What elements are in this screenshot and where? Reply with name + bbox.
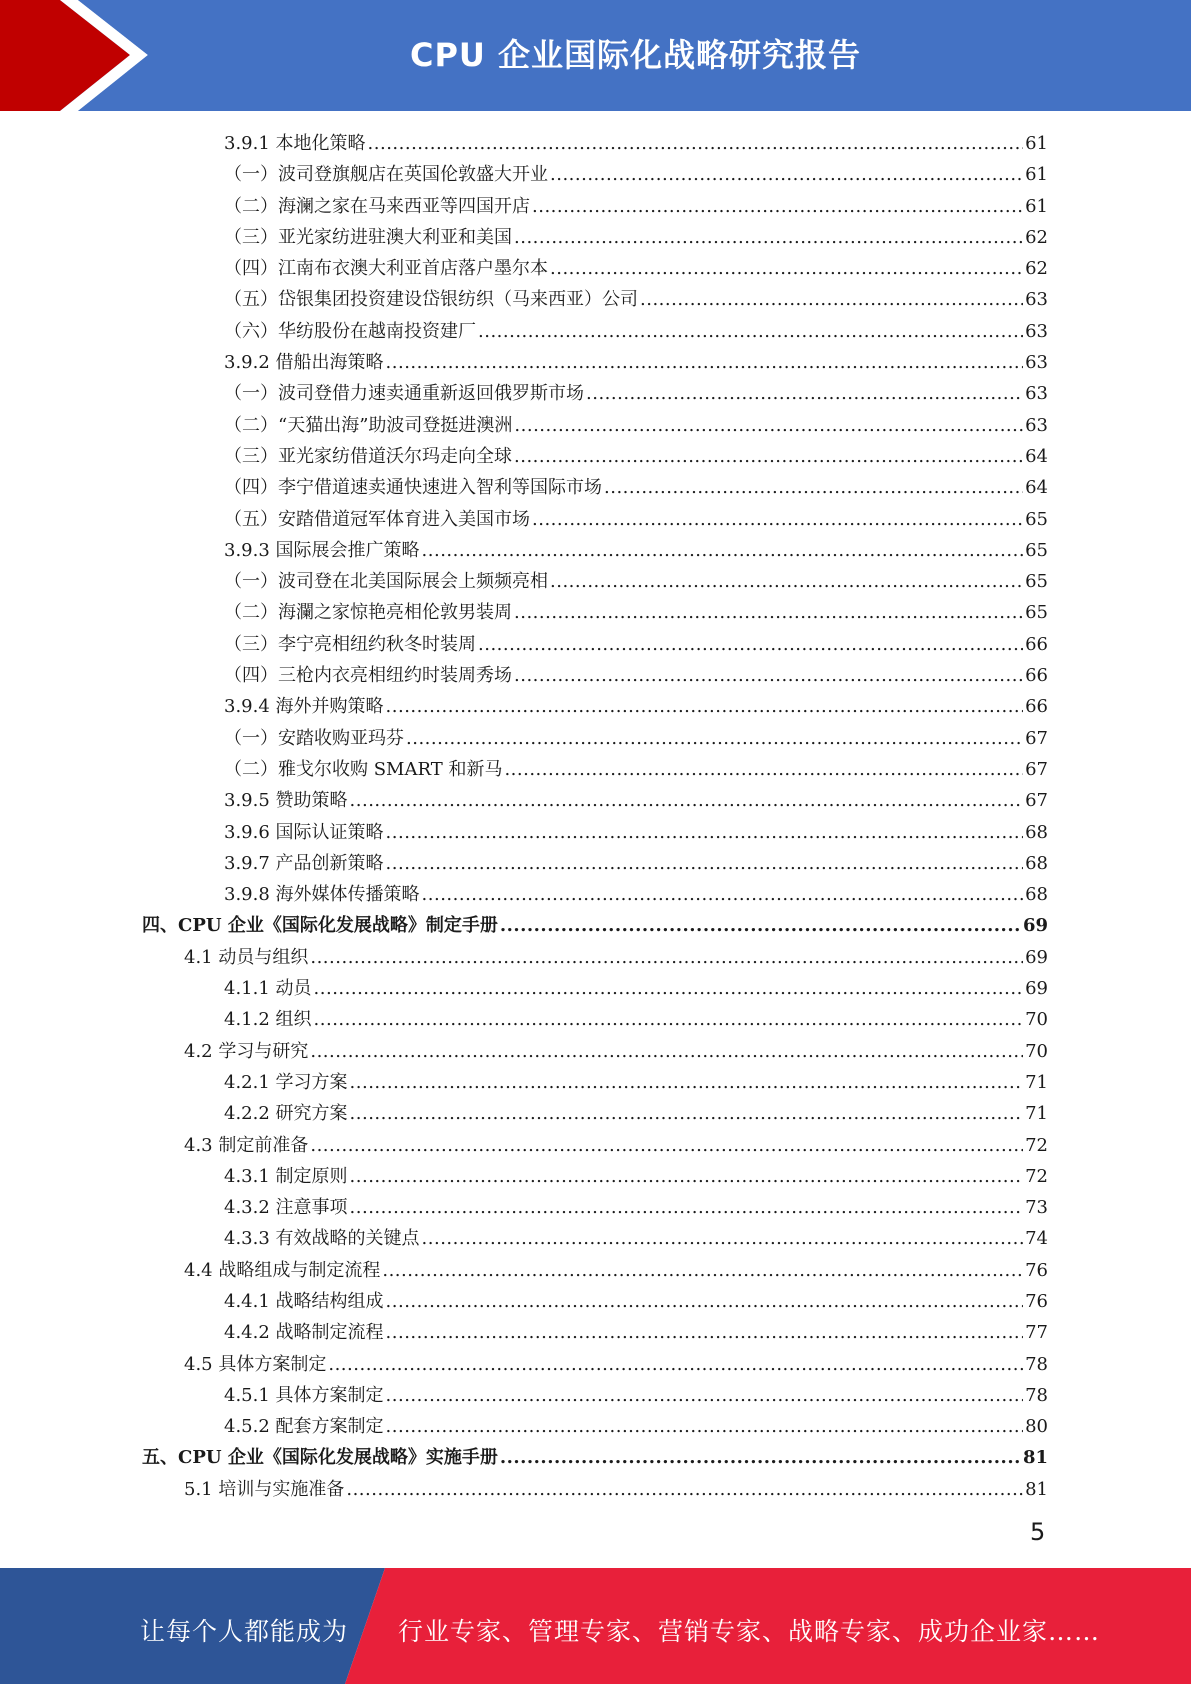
toc-entry[interactable] [140, 1130, 1048, 1161]
toc-entry-title: 4.4.1 战略结构组成 [224, 1290, 384, 1312]
toc-leader-dots [550, 253, 1023, 284]
toc-entry-page: 74 [1025, 1228, 1048, 1250]
toc-entry-page: 65 [1025, 571, 1048, 593]
toc-entry[interactable] [140, 1161, 1048, 1192]
toc-entry-title: （五）安踏借道冠军体育进入美国市场 [224, 508, 530, 530]
toc-leader-dots [514, 660, 1023, 691]
toc-entry[interactable] [140, 1349, 1048, 1380]
toc-entry-title: （五）岱银集团投资建设岱银纺织（马来西亚）公司 [224, 289, 638, 311]
toc-entry-page: 64 [1025, 445, 1048, 467]
toc-entry-page: 70 [1025, 1040, 1048, 1062]
toc-entry-page: 72 [1025, 1165, 1048, 1187]
toc-entry-title: （一）波司登在北美国际展会上频频亮相 [224, 571, 548, 593]
toc-entry-page: 67 [1025, 758, 1048, 780]
toc-entry-title: 4.1 动员与组织 [184, 946, 309, 968]
toc-entry-title: （三）李宁亮相纽约秋冬时装周 [224, 633, 476, 655]
toc-leader-dots [478, 316, 1023, 347]
toc-entry[interactable] [140, 879, 1048, 910]
toc-leader-dots [310, 942, 1023, 973]
toc-entry[interactable] [140, 504, 1048, 535]
header-title: CPU 企业国际化战略研究报告 [409, 36, 862, 74]
toc-entry-title: 4.5 具体方案制定 [184, 1353, 327, 1375]
toc-leader-dots [386, 817, 1024, 848]
toc-entry-title: （六）华纺股份在越南投资建厂 [224, 320, 476, 342]
toc-leader-dots [500, 1442, 1021, 1473]
toc-entry-page: 81 [1025, 1478, 1048, 1500]
toc-entry-title: 4.1.2 组织 [224, 1009, 312, 1031]
toc-entry-page: 69 [1025, 978, 1048, 1000]
toc-entry[interactable] [140, 316, 1048, 347]
toc-entry-page: 64 [1025, 477, 1048, 499]
toc-entry-title: 四、CPU 企业《国际化发展战略》制定手册 [142, 915, 498, 937]
toc-entry-page: 73 [1025, 1197, 1048, 1219]
toc-entry-title: 3.9.4 海外并购策略 [224, 696, 384, 718]
toc-entry[interactable] [140, 535, 1048, 566]
page-header [0, 0, 1191, 111]
toc-leader-dots [604, 472, 1023, 503]
toc-entry-title: 4.4 战略组成与制定流程 [184, 1259, 381, 1281]
toc-leader-dots [386, 1411, 1024, 1442]
toc-entry-title: （一）安踏收购亚玛芬 [224, 727, 404, 749]
toc-entry-title: （三）亚光家纺进驻澳大利亚和美国 [224, 226, 512, 248]
toc-leader-dots [310, 1130, 1023, 1161]
toc-entry-page: 65 [1025, 539, 1048, 561]
toc-entry[interactable] [140, 973, 1048, 1004]
toc-entry-page: 61 [1025, 133, 1048, 154]
toc-entry-page: 70 [1025, 1009, 1048, 1031]
toc-entry-title: （二）雅戈尔收购 SMART 和新马 [224, 758, 503, 780]
toc-leader-dots [500, 910, 1021, 941]
toc-entry[interactable] [140, 660, 1048, 691]
toc-leader-dots [328, 1349, 1023, 1380]
toc-entry-page: 68 [1025, 821, 1048, 843]
toc-leader-dots [550, 566, 1023, 597]
toc-entry-title: （四）江南布衣澳大利亚首店落户墨尔本 [224, 258, 548, 280]
toc-entry-page: 61 [1025, 195, 1048, 217]
toc-entry-page: 68 [1025, 884, 1048, 906]
toc-entry-title: （四）三枪内衣亮相纽约时装周秀场 [224, 665, 512, 687]
toc-entry-page: 68 [1025, 852, 1048, 874]
toc-entry-title: 3.9.2 借船出海策略 [224, 352, 384, 374]
toc-leader-dots [386, 347, 1024, 378]
toc-entry[interactable] [140, 1442, 1048, 1473]
toc-entry-page: 71 [1025, 1071, 1048, 1093]
toc-entry[interactable] [140, 1036, 1048, 1067]
toc-leader-dots [350, 1161, 1024, 1192]
toc-entry-title: 4.3.2 注意事项 [224, 1197, 348, 1219]
toc-leader-dots [532, 191, 1023, 222]
toc-entry-page: 80 [1025, 1416, 1048, 1438]
toc-leader-dots [350, 1067, 1024, 1098]
toc-entry-page: 81 [1022, 1447, 1048, 1469]
toc-entry-page: 77 [1025, 1322, 1048, 1344]
toc-entry[interactable] [140, 284, 1048, 315]
toc-entry-page: 63 [1025, 383, 1048, 405]
toc-leader-dots [310, 1036, 1023, 1067]
toc-entry-title: 4.3 制定前准备 [184, 1134, 309, 1156]
toc-entry-title: 4.5.1 具体方案制定 [224, 1384, 384, 1406]
toc-entry-page: 78 [1025, 1384, 1048, 1406]
toc-leader-dots [514, 222, 1023, 253]
toc-entry[interactable] [140, 1098, 1048, 1129]
toc-leader-dots [586, 378, 1023, 409]
toc-entry[interactable] [140, 222, 1048, 253]
toc-entry-page: 67 [1025, 727, 1048, 749]
toc-leader-dots [386, 691, 1024, 722]
toc-entry[interactable] [140, 848, 1048, 879]
toc-entry[interactable] [140, 191, 1048, 222]
toc-leader-dots [514, 441, 1023, 472]
toc-leader-dots [514, 410, 1023, 441]
toc-leader-dots [386, 848, 1024, 879]
toc-leader-dots [350, 1098, 1024, 1129]
footer-slogan-right: 行业专家、管理专家、营销专家、战略专家、成功企业家…… [398, 1617, 1101, 1646]
toc-entry-title: 4.4.2 战略制定流程 [224, 1322, 384, 1344]
toc-entry-page: 71 [1025, 1103, 1048, 1125]
toc-entry[interactable] [140, 597, 1048, 628]
toc-leader-dots [346, 1474, 1023, 1505]
toc-entry-title: 4.2 学习与研究 [184, 1040, 309, 1062]
toc-entry[interactable] [140, 1067, 1048, 1098]
toc-entry-title: 4.2.1 学习方案 [224, 1071, 348, 1093]
toc-entry[interactable] [140, 629, 1048, 660]
toc-entry[interactable] [140, 1004, 1048, 1035]
toc-entry-title: （三）亚光家纺借道沃尔玛走向全球 [224, 445, 512, 467]
toc-leader-dots [350, 785, 1024, 816]
toc-entry-page: 67 [1025, 790, 1048, 812]
toc-entry-page: 65 [1025, 602, 1048, 624]
toc-entry-title: 4.2.2 研究方案 [224, 1103, 348, 1125]
toc-leader-dots [382, 1255, 1023, 1286]
toc-entry[interactable] [140, 1192, 1048, 1223]
toc-entry[interactable] [140, 1411, 1048, 1442]
toc-entry[interactable] [140, 378, 1048, 409]
toc-leader-dots [368, 128, 1024, 159]
toc-entry-page: 66 [1025, 633, 1048, 655]
toc-entry[interactable] [140, 785, 1048, 816]
toc-entry-page: 76 [1025, 1259, 1048, 1281]
toc-entry-page: 65 [1025, 508, 1048, 530]
toc-entry[interactable] [140, 1317, 1048, 1348]
toc-entry-title: （二）海澜之家在马来西亚等四国开店 [224, 195, 530, 217]
toc-entry-title: 5.1 培训与实施准备 [184, 1478, 345, 1500]
toc-leader-dots [478, 629, 1023, 660]
toc-entry-title: （一）波司登借力速卖通重新返回俄罗斯市场 [224, 383, 584, 405]
toc-entry[interactable] [140, 1380, 1048, 1411]
toc-entry-page: 72 [1025, 1134, 1048, 1156]
toc-entry-page: 66 [1025, 665, 1048, 687]
footer-slogan-left: 让每个人都能成为 [140, 1617, 349, 1646]
page-number: 5 [1030, 1518, 1046, 1546]
toc-entry[interactable] [140, 754, 1048, 785]
toc-leader-dots [422, 535, 1024, 566]
toc-entry-title: 3.9.8 海外媒体传播策略 [224, 884, 420, 906]
toc-entry-title: 3.9.5 赞助策略 [224, 790, 348, 812]
toc-leader-dots [514, 597, 1023, 628]
toc-entry-page: 69 [1022, 915, 1048, 937]
toc-entry-title: 3.9.3 国际展会推广策略 [224, 539, 420, 561]
toc-entry-title: （四）李宁借道速卖通快速进入智利等国际市场 [224, 477, 602, 499]
toc-entry[interactable] [140, 691, 1048, 722]
toc-entry[interactable] [140, 1286, 1048, 1317]
toc-entry-title: 五、CPU 企业《国际化发展战略》实施手册 [142, 1447, 498, 1469]
toc-leader-dots [314, 1004, 1024, 1035]
toc-entry[interactable] [140, 347, 1048, 378]
toc-entry[interactable] [140, 723, 1048, 754]
toc-entry-title: 4.3.3 有效战略的关键点 [224, 1228, 420, 1250]
toc-entry[interactable] [140, 410, 1048, 441]
toc-entry[interactable] [140, 942, 1048, 973]
toc-entry-page: 66 [1025, 696, 1048, 718]
toc-entry-page: 63 [1025, 414, 1048, 436]
toc-leader-dots [386, 1286, 1024, 1317]
toc-entry[interactable] [140, 441, 1048, 472]
toc-entry[interactable] [140, 128, 1048, 159]
toc-entry[interactable] [140, 253, 1048, 284]
toc-leader-dots [504, 754, 1023, 785]
toc-leader-dots [532, 504, 1023, 535]
toc-leader-dots [422, 879, 1024, 910]
toc-leader-dots [350, 1192, 1024, 1223]
toc-entry-page: 63 [1025, 320, 1048, 342]
toc-entry[interactable] [140, 1223, 1048, 1254]
toc-entry-page: 61 [1025, 164, 1048, 186]
toc-leader-dots [386, 1380, 1024, 1411]
table-of-contents [140, 128, 1048, 1505]
toc-leader-dots [386, 1317, 1024, 1348]
toc-entry-title: （二）海瀾之家惊艳亮相伦敦男装周 [224, 602, 512, 624]
toc-entry-page: 78 [1025, 1353, 1048, 1375]
toc-entry[interactable] [140, 910, 1048, 941]
toc-leader-dots [550, 159, 1023, 190]
toc-leader-dots [406, 723, 1023, 754]
toc-entry-page: 62 [1025, 226, 1048, 248]
toc-entry[interactable] [140, 817, 1048, 848]
toc-leader-dots [314, 973, 1024, 1004]
toc-entry-title: 4.5.2 配套方案制定 [224, 1416, 384, 1438]
toc-entry-title: （一）波司登旗舰店在英国伦敦盛大开业 [224, 164, 548, 186]
toc-entry-title: 3.9.6 国际认证策略 [224, 821, 384, 843]
toc-entry-page: 63 [1025, 289, 1048, 311]
toc-entry-page: 76 [1025, 1290, 1048, 1312]
toc-entry[interactable] [140, 159, 1048, 190]
toc-entry-page: 63 [1025, 352, 1048, 374]
toc-leader-dots [422, 1223, 1024, 1254]
toc-entry[interactable] [140, 1474, 1048, 1505]
toc-entry-page: 62 [1025, 258, 1048, 280]
toc-entry-page: 69 [1025, 946, 1048, 968]
toc-entry-title: 3.9.1 本地化策略 [224, 133, 366, 154]
toc-entry-title: 4.3.1 制定原则 [224, 1165, 348, 1187]
toc-entry-title: 4.1.1 动员 [224, 978, 312, 1000]
toc-leader-dots [640, 284, 1023, 315]
toc-entry-title: 3.9.7 产品创新策略 [224, 852, 384, 874]
toc-entry[interactable] [140, 566, 1048, 597]
toc-entry[interactable] [140, 1255, 1048, 1286]
toc-entry-title: （二）“天猫出海”助波司登挺进澳洲 [224, 414, 513, 436]
toc-entry[interactable] [140, 472, 1048, 503]
